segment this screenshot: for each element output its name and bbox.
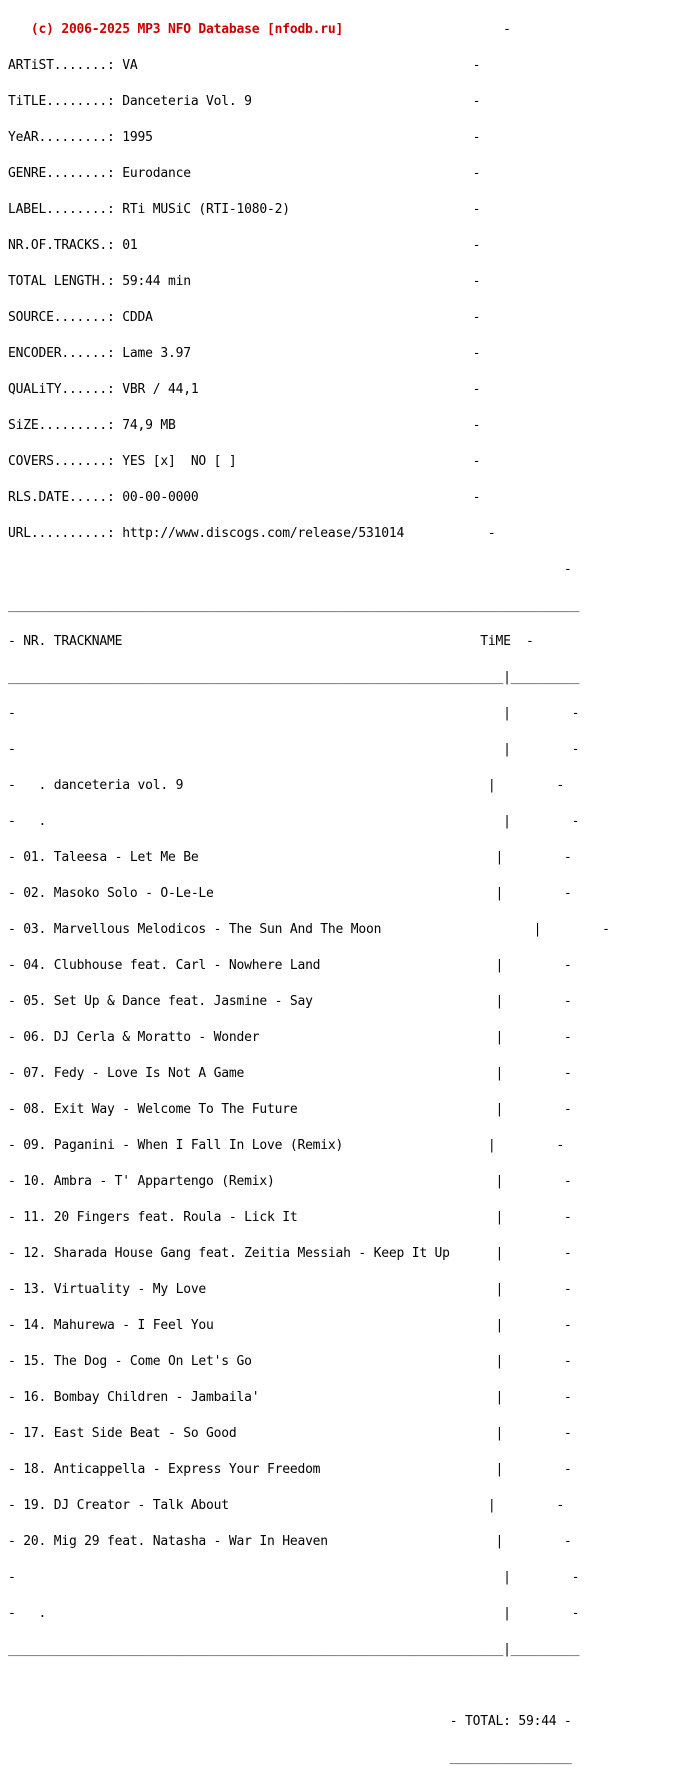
info-value: YES [x] NO [ ] <box>122 454 237 469</box>
table-row: - 16. Bombay Children - Jambaila' | - <box>8 1390 572 1405</box>
info-label: URL <box>8 526 31 541</box>
info-label: NR.OF.TRACKS <box>8 238 100 253</box>
info-value: 59:44 min <box>122 274 191 289</box>
table-row: - 01. Taleesa - Let Me Be | - <box>8 850 572 865</box>
track-title: Sharada House Gang feat. Zeitia Messiah - Keep It Up <box>53 1246 450 1261</box>
track-title: Clubhouse feat. Carl - Nowhere Land <box>53 958 321 973</box>
table-row: - 08. Exit Way - Welcome To The Future | - <box>8 1102 572 1117</box>
info-label: TOTAL LENGTH <box>8 274 100 289</box>
nfo-header-line: (c) 2006-2025 MP3 NFO Database [nfodb.ru] - <box>30 22 511 37</box>
table-row: - 04. Clubhouse feat. Carl - Nowhere Land | - <box>8 958 572 973</box>
track-nr: 17. <box>23 1426 47 1441</box>
track-nr: 19. <box>23 1498 47 1513</box>
track-nr: 14. <box>23 1318 47 1333</box>
track-title: Set Up & Dance feat. Jasmine - Say <box>53 994 313 1009</box>
track-title: East Side Beat - So Good <box>53 1426 237 1441</box>
info-value: VA <box>122 58 138 73</box>
table-row: - 09. Paganini - When I Fall In Love (Remix) | - <box>8 1138 565 1153</box>
table-row: - 10. Ambra - T' Appartengo (Remix) | - <box>8 1174 572 1189</box>
track-title: DJ Creator - Talk About <box>53 1498 229 1513</box>
track-nr: 05. <box>23 994 47 1009</box>
track-nr: 09. <box>23 1138 47 1153</box>
info-value: VBR / 44,1 <box>122 382 199 397</box>
track-title: Virtuality - My Love <box>53 1282 207 1297</box>
table-row: - 13. Virtuality - My Love | - <box>8 1282 572 1297</box>
info-row: TiTLE........: Danceteria Vol. 9 - <box>8 94 481 109</box>
track-nr: 04. <box>23 958 47 973</box>
track-title: The Dog - Come On Let's Go <box>53 1354 252 1369</box>
info-row: SiZE.........: 74,9 MB - <box>8 418 481 433</box>
table-row: - 11. 20 Fingers feat. Roula - Lick It | - <box>8 1210 572 1225</box>
info-row: QUALiTY......: VBR / 44,1 - <box>8 382 481 397</box>
track-nr: 08. <box>23 1102 47 1117</box>
info-value: 01 <box>122 238 138 253</box>
info-row: NR.OF.TRACKS.: 01 - <box>8 238 481 253</box>
track-title: DJ Cerla & Moratto - Wonder <box>53 1030 260 1045</box>
track-title: Mig 29 feat. Natasha - War In Heaven <box>53 1534 328 1549</box>
track-nr: 02. <box>23 886 47 901</box>
info-label: QUALiTY <box>8 382 62 397</box>
info-value: RTi MUSiC (RTI-1080-2) <box>122 202 290 217</box>
info-label: SiZE <box>8 418 39 433</box>
table-row: - 02. Masoko Solo - O-Le-Le | - <box>8 886 572 901</box>
nfo-header: (c) 2006-2025 MP3 NFO Database [nfodb.ru] <box>30 22 344 37</box>
info-value: Danceteria Vol. 9 <box>122 94 252 109</box>
info-row: URL..........: http://www.discogs.com/release/531014 - <box>8 526 496 541</box>
info-row: ARTiST.......: VA - <box>8 58 481 73</box>
table-row: - 18. Anticappella - Express Your Freedom | - <box>8 1462 572 1477</box>
info-row: YeAR.........: 1995 - <box>8 130 481 145</box>
track-nr: 18. <box>23 1462 47 1477</box>
table-row: - 05. Set Up & Dance feat. Jasmine - Say | - <box>8 994 572 1009</box>
table-row: - 17. East Side Beat - So Good | - <box>8 1426 572 1441</box>
track-title: Fedy - Love Is Not A Game <box>53 1066 245 1081</box>
info-label: COVERS <box>8 454 54 469</box>
track-title: Ambra - T' Appartengo (Remix) <box>53 1174 275 1189</box>
track-title: Exit Way - Welcome To The Future <box>53 1102 298 1117</box>
track-nr: 15. <box>23 1354 47 1369</box>
table-row: - 20. Mig 29 feat. Natasha - War In Heaven | - <box>8 1534 572 1549</box>
info-value: Lame 3.97 <box>122 346 191 361</box>
col-time-header: TiME <box>480 634 511 649</box>
track-title: Bombay Children - Jambaila' <box>53 1390 260 1405</box>
total-value: 59:44 <box>518 1714 557 1729</box>
track-nr: 20. <box>23 1534 47 1549</box>
info-row: SOURCE.......: CDDA - <box>8 310 481 325</box>
track-nr: 12. <box>23 1246 47 1261</box>
info-label: TiTLE <box>8 94 47 109</box>
table-row: - 15. The Dog - Come On Let's Go | - <box>8 1354 572 1369</box>
col-nr-header: NR. <box>23 634 47 649</box>
col-trackname-header: TRACKNAME <box>53 634 123 649</box>
track-nr: 01. <box>23 850 47 865</box>
info-label: YeAR <box>8 130 39 145</box>
info-value: http://www.discogs.com/release/531014 <box>122 526 405 541</box>
info-value: 74,9 MB <box>122 418 176 433</box>
track-title: Anticappella - Express Your Freedom <box>53 1462 321 1477</box>
nfo-document: (c) 2006-2025 MP3 NFO Database [nfodb.ru] - ARTiST.......: VA - TiTLE........: Danceteria Vol. 9 - YeAR.........: 1995 - GENRE........: Eurodance - LABEL........: RTi MUSiC (RTI-1080-2) - NR.OF.TRACKS.: 01 - TOTAL LENGTH.: 59:44 min - SOURCE.......: CDDA - ENCODER......: Lame 3.97 - QUALiTY......: VBR / 44,1 - SiZE.........: 74,9 MB - COVERS.......: YES [x] NO [ ] - RLS.DATE.....: 00-00-0000 - URL..........: http://www.discogs.com/release/531014 - - ___________________________________________________________________________ - NR. TRACKNAME TiME - _________________________________________________________________|_________ - | - - | - - . danceteria vol. 9 | - - . | - - 01. Taleesa - Let Me Be | - - 02. Masoko Solo - O-Le-Le | - - 03. Marvellous Melodicos - The Sun And The Moon | - - 04. Clubhouse feat. Carl - Nowhere Land | - - 05. Set Up & Dance feat. Jasmine - Say | - - 06. DJ Cerla & Moratto - Wonder | - - 07. Fedy - Love Is Not A Game | - - 08. Exit Way - Welcome To The Future | - - 09. Paganini - When I Fall In Love (Remix) | - - 10. Ambra - T' Appartengo (Remix) | - - 11. 20 Fingers feat. Roula - Lick It | - - 12. Sharada House Gang feat. Zeitia Messiah - Keep It Up | - - 13. Virtuality - My Love | - - 14. Mahurewa - I Feel You | - - 15. The Dog - Come On Let's Go | - - 16. Bombay Children - Jambaila' | - - 17. East Side Beat - So Good | - - 18. Anticappella - Express Your Freedom | - - 19. DJ Creator - Talk About | - - 20. Mig 29 feat. Natasha - War In Heaven | - - | - - . | - _________________________________________________________________|_________ - TOTAL: 59:44 - ________________ <box>8 22 610 1765</box>
track-title: Mahurewa - I Feel You <box>53 1318 214 1333</box>
table-row: - 14. Mahurewa - I Feel You | - <box>8 1318 572 1333</box>
info-value: 00-00-0000 <box>122 490 199 505</box>
table-header: - NR. TRACKNAME TiME - <box>8 634 534 649</box>
info-label: ARTiST <box>8 58 54 73</box>
table-row: - 19. DJ Creator - Talk About | - <box>8 1498 565 1513</box>
track-title: Marvellous Melodicos - The Sun And The Moon <box>53 922 382 937</box>
table-row: - 07. Fedy - Love Is Not A Game | - <box>8 1066 572 1081</box>
info-value: Eurodance <box>122 166 191 181</box>
info-label: RLS.DATE <box>8 490 69 505</box>
info-row: TOTAL LENGTH.: 59:44 min - <box>8 274 481 289</box>
track-nr: 03. <box>23 922 47 937</box>
info-row: COVERS.......: YES [x] NO [ ] - <box>8 454 481 469</box>
info-value: 1995 <box>122 130 153 145</box>
total-label: TOTAL: <box>465 1714 511 1729</box>
total-line: - TOTAL: 59:44 - <box>8 1714 572 1729</box>
info-row: GENRE........: Eurodance - <box>8 166 481 181</box>
track-title: Paganini - When I Fall In Love (Remix) <box>53 1138 344 1153</box>
track-nr: 11. <box>23 1210 47 1225</box>
info-label: LABEL <box>8 202 47 217</box>
table-row: - 03. Marvellous Melodicos - The Sun And The Moon | - <box>8 922 610 937</box>
album-line: - . danceteria vol. 9 | - <box>8 778 565 793</box>
track-title: 20 Fingers feat. Roula - Lick It <box>53 1210 298 1225</box>
table-row: - 12. Sharada House Gang feat. Zeitia Messiah - Keep It Up | - <box>8 1246 572 1261</box>
table-row: - 06. DJ Cerla & Moratto - Wonder | - <box>8 1030 572 1045</box>
track-nr: 13. <box>23 1282 47 1297</box>
info-row: LABEL........: RTi MUSiC (RTI-1080-2) - <box>8 202 481 217</box>
track-nr: 10. <box>23 1174 47 1189</box>
info-label: SOURCE <box>8 310 54 325</box>
track-title: Masoko Solo - O-Le-Le <box>53 886 214 901</box>
info-label: GENRE <box>8 166 47 181</box>
info-row: RLS.DATE.....: 00-00-0000 - <box>8 490 481 505</box>
track-nr: 06. <box>23 1030 47 1045</box>
track-nr: 07. <box>23 1066 47 1081</box>
track-nr: 16. <box>23 1390 47 1405</box>
info-row: ENCODER......: Lame 3.97 - <box>8 346 481 361</box>
info-value: CDDA <box>122 310 153 325</box>
track-title: Taleesa - Let Me Be <box>53 850 199 865</box>
album-title: danceteria vol. 9 <box>53 778 184 793</box>
info-label: ENCODER <box>8 346 62 361</box>
